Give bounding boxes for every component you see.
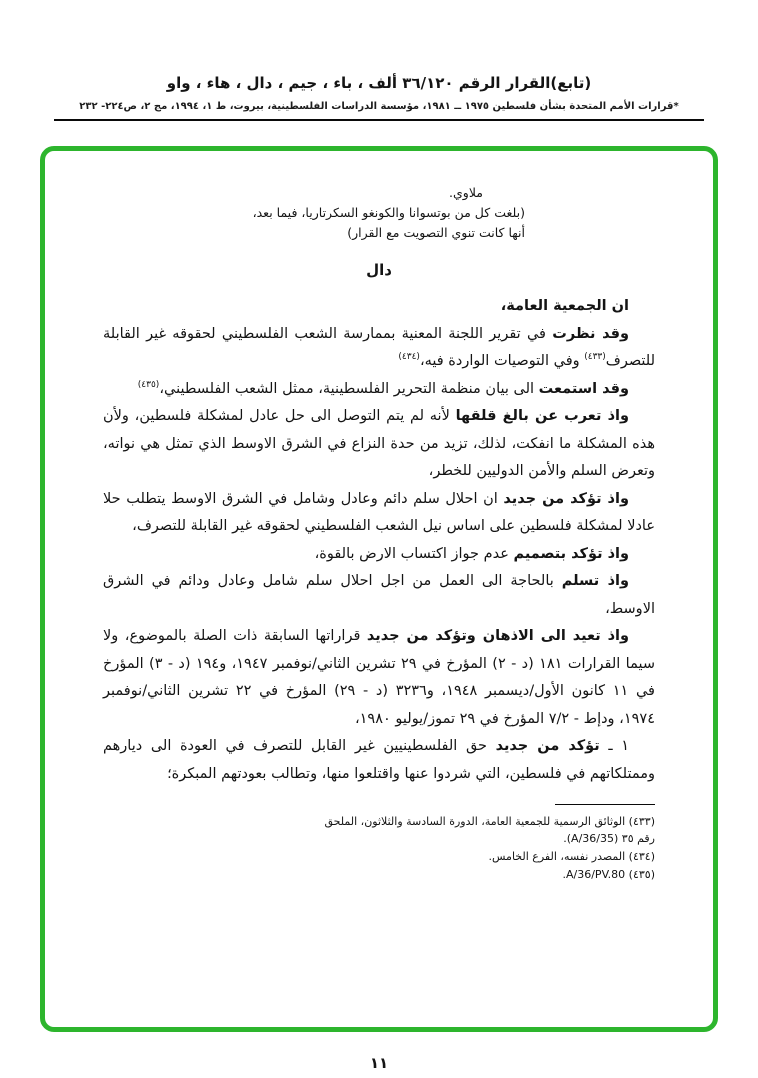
vote-note-line: أنها كانت تنوي التصويت مع القرار) bbox=[347, 225, 525, 240]
footnote: (٤٣٤) المصدر نفسه، الفرع الخامس. bbox=[488, 850, 655, 863]
footnote-separator bbox=[555, 804, 655, 805]
paragraph bbox=[103, 623, 655, 733]
text-segment: عدم جواز اكتساب الارض بالقوة، bbox=[314, 545, 514, 562]
paragraph bbox=[103, 568, 655, 623]
footnotes bbox=[323, 804, 655, 883]
vote-note bbox=[103, 183, 525, 243]
text-segment: تؤكد من جديد bbox=[495, 738, 600, 754]
content-frame bbox=[40, 146, 718, 1032]
text-segment: واذ تعرب عن بالغ قلقها bbox=[455, 408, 629, 424]
body-paragraphs bbox=[103, 293, 655, 788]
footnote-ref: (٤٣٣) bbox=[584, 352, 606, 363]
paragraph bbox=[103, 293, 655, 321]
paragraph bbox=[103, 376, 655, 404]
footnote-list bbox=[323, 813, 655, 883]
header-divider bbox=[54, 119, 704, 121]
paragraph bbox=[103, 403, 655, 486]
vote-note-line: ملاوي. bbox=[449, 185, 483, 200]
text-segment: حق الفلسطينيين غير القابل للتصرف في العودة الى ديارهم وممتلكاتهم في فلسطين، التي شردوا عنها واقتلعوا منها، وتطالب بعودتهم المبكرة؛ bbox=[103, 738, 655, 782]
text-segment: واذ تؤكد من جديد bbox=[503, 490, 629, 507]
text-segment: في تقرير اللجنة المعنية بممارسة الشعب الفلسطيني لحقوقه غير القابلة للتصرف bbox=[103, 325, 655, 369]
text-segment: ان احلال سلم دائم وعادل وشامل في الشرق الاوسط يتطلب حلا عادلا لمشكلة فلسطين على اساس نيل الشعب الفلسطيني لحقوقه غير القابلة للتصرف، bbox=[103, 490, 655, 534]
text-segment: بالحاجة الى العمل من اجل احلال سلم شامل وعادل ودائم في الشرق الاوسط، bbox=[103, 573, 655, 617]
vote-note-line: (بلغت كل من بوتسوانا والكونغو السكرتاريا، فيما بعد، bbox=[252, 205, 525, 220]
text-segment: ١ ـ bbox=[599, 738, 629, 754]
text-segment: الى بيان منظمة التحرير الفلسطينية، ممثل الشعب الفلسطيني، bbox=[159, 380, 539, 397]
paragraph bbox=[103, 541, 655, 569]
paragraph bbox=[103, 321, 655, 376]
footnote-ref: (٤٣٤) bbox=[398, 352, 420, 363]
text-segment: واذ تؤكد بتصميم bbox=[513, 545, 629, 562]
text-segment: ان الجمعية العامة، bbox=[500, 298, 629, 314]
document-title: (تابع)القرار الرقم ٣٦/١٢٠ ألف ، باء ، جيم ، دال ، هاء ، واو bbox=[166, 74, 592, 92]
paragraph bbox=[103, 733, 655, 788]
text-segment: وقد نظرت bbox=[552, 325, 629, 342]
footnote-ref: (٤٣٥) bbox=[137, 379, 160, 390]
text-segment: لأنه لم يتم التوصل الى حل عادل لمشكلة فلسطين، ولأن هذه المشكلة ما انفكت، لذلك، تزيد من حدة النزاع في الشرق الاوسط الذي تمثل هي نواته، وتعرض السلم والأمن الدوليين للخطر، bbox=[103, 408, 655, 479]
text-segment: وقد استمعت bbox=[538, 380, 629, 397]
text-segment: قراراتها السابقة ذات الصلة بالموضوع، ولا سيما القرارات ١٨١ (د - ٢) المؤرخ في ٢٩ تشرين الثاني/نوفمبر ١٩٤٧، و١٩٤ (د - ٣) المؤرخ في ١١ كانون الأول/ديسمبر ١٩٤٨، و٣٢٣٦ (د - ٢٩) المؤرخ في ٢٢ تشرين الثاني/نوفمبر ١٩٧٤، ودإط - ٧/٢ المؤرخ في ٢٩ تموز/يوليو ١٩٨٠، bbox=[103, 628, 655, 727]
footnote: (٤٣٥) A/36/PV.80. bbox=[562, 868, 655, 881]
paragraph bbox=[103, 486, 655, 541]
section-heading: دال bbox=[366, 261, 392, 279]
footnote: (٤٣٣) الوثائق الرسمية للجمعية العامة، الدورة السادسة والثلاثون، الملحق رقم ٣٥ (A/36/35). bbox=[324, 815, 655, 845]
page-number: ١١ bbox=[369, 1054, 389, 1072]
text-segment: واذ تعيد الى الاذهان وتؤكد من جديد bbox=[366, 628, 629, 644]
text-segment: واذ تسلم bbox=[561, 573, 629, 589]
text-segment: وفي التوصيات الواردة فيه، bbox=[419, 353, 585, 369]
document-source-line: *قرارات الأمم المتحدة بشأن فلسطين ١٩٧٥ ــ ١٩٨١، مؤسسة الدراسات الفلسطينية، بيروت، ط ١، ١٩٩٤، مج ٢، ص٢٢٤- ٢٣٢ bbox=[79, 101, 679, 112]
